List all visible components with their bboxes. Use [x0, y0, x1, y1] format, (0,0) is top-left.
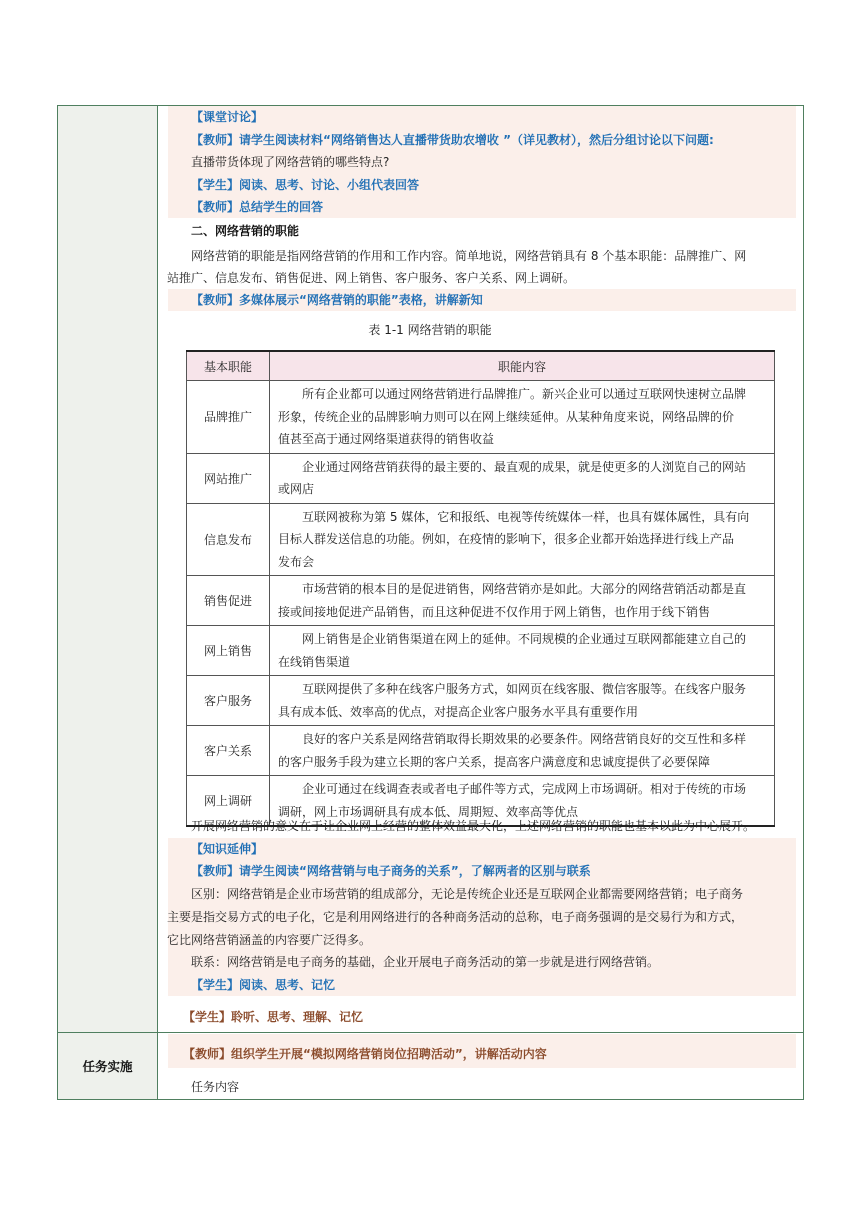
extension-heading: 【知识延伸】 [191, 842, 264, 856]
table-row [187, 676, 775, 726]
function-content: 良好的客户关系是网络营销取得长期效果的必要条件。网络营销良好的交互性和多样 的客户服务手段为建立长期的客户关系，提高客户满意度和忠诚度提供了必要保障 [270, 726, 775, 776]
functions-table [186, 350, 775, 827]
after-table-text: 开展网络营销的意义在于让企业网上经营的整体效益最大化，上述网络营销的职能也基本以此为中心展开。 [191, 819, 756, 833]
section-title: 二、网络营销的职能 [191, 224, 300, 238]
header-basic-function: 基本职能 [187, 351, 270, 381]
discussion-teacher-summary: 【教师】总结学生的回答 [191, 200, 324, 214]
function-content: 企业可通过在线调查表或者电子邮件等方式，完成网上市场调研。相对于传统的市场 调研，网上市场调研具有成本低、周期短、效率高等优点 [270, 776, 775, 827]
discussion-teacher-prompt: 【教师】请学生阅读材料“网络销售达人直播带货助农增收 ”（详见教材），然后分组讨论以下问题: [191, 133, 714, 147]
discussion-question: 直播带货体现了网络营销的哪些特点? [191, 155, 390, 169]
table-row [187, 626, 775, 676]
student-final: 【学生】聆听、思考、理解、记忆 [183, 1010, 364, 1024]
discussion-heading: 【课堂讨论】 [191, 110, 264, 124]
teacher-multimedia: 【教师】多媒体展示“网络营销的职能”表格，讲解新知 [191, 293, 483, 307]
function-content: 所有企业都可以通过网络营销进行品牌推广。新兴企业可以通过互联网快速树立品牌 形象，传统企业的品牌影响力则可以在网上继续延伸。从某种角度来说，网络品牌的价 值甚至高于通过网络渠道获得的销售收益 [270, 381, 775, 454]
function-content: 市场营销的根本目的是促进销售，网络营销亦是如此。大部分的网络营销活动都是直 接或间接地促进产品销售，而且这种促进不仅作用于网上销售，也作用于线下销售 [270, 576, 775, 626]
extension-diff-line2: 主要是指交易方式的电子化，它是利用网络进行的各种商务活动的总称，电子商务强调的是交易行为和方式， [167, 910, 744, 924]
task-content: 任务内容 [191, 1080, 240, 1094]
function-name: 网上销售 [187, 626, 270, 676]
function-name: 网上调研 [187, 776, 270, 827]
function-name: 销售促进 [187, 576, 270, 626]
function-content: 互联网提供了多种在线客户服务方式，如网页在线客服、微信客服等。在线客户服务 具有成本低、效率高的优点，对提高企业客户服务水平具有重要作用 [270, 676, 775, 726]
function-content: 网上销售是企业销售渠道在网上的延伸。不同规模的企业通过互联网都能建立自己的 在线销售渠道 [270, 626, 775, 676]
section-para-line2: 站推广、信息发布、销售促进、网上销售、客户服务、客户关系、网上调研。 [167, 271, 576, 285]
extension-diff-line3: 它比网络营销涵盖的内容要广泛得多。 [167, 933, 372, 947]
function-content: 企业通过网络营销获得的最主要的、最直观的成果，就是使更多的人浏览自己的网站 或网店 [270, 453, 775, 503]
table-row [187, 503, 775, 576]
extension-student: 【学生】阅读、思考、记忆 [191, 978, 336, 992]
header-function-content: 职能内容 [270, 351, 775, 381]
table-row [187, 726, 775, 776]
table-row [187, 381, 775, 454]
function-name: 客户关系 [187, 726, 270, 776]
row-separator [57, 1032, 804, 1033]
function-content: 互联网被称为第 5 媒体，它和报纸、电视等传统媒体一样，也具有媒体属性，具有向 目标人群发送信息的功能。例如，在疫情的影响下，很多企业都开始选择进行线上产品 发布会 [270, 503, 775, 576]
table-row [187, 576, 775, 626]
section-para-line1: 网络营销的职能是指网络营销的作用和工作内容。简单地说，网络营销具有 8 个基本职能：品牌推广、网 [191, 249, 747, 263]
extension-link: 联系：网络营销是电子商务的基础，企业开展电子商务活动的第一步就是进行网络营销。 [191, 955, 660, 969]
function-name: 网站推广 [187, 453, 270, 503]
task-label: 任务实施 [82, 1059, 133, 1074]
function-name: 品牌推广 [187, 381, 270, 454]
function-name: 客户服务 [187, 676, 270, 726]
function-name: 信息发布 [187, 503, 270, 576]
table-caption: 表 1-1 网络营销的职能 [368, 323, 492, 337]
task-teacher: 【教师】组织学生开展“模拟网络营销岗位招聘活动”，讲解活动内容 [183, 1047, 547, 1061]
extension-teacher: 【教师】请学生阅读“网络营销与电子商务的关系”，了解两者的区别与联系 [191, 864, 591, 878]
extension-diff-line1: 区别：网络营销是企业市场营销的组成部分，无论是传统企业还是互联网企业都需要网络营销；电子商务 [191, 887, 744, 901]
discussion-student: 【学生】阅读、思考、讨论、小组代表回答 [191, 178, 420, 192]
table-row [187, 453, 775, 503]
